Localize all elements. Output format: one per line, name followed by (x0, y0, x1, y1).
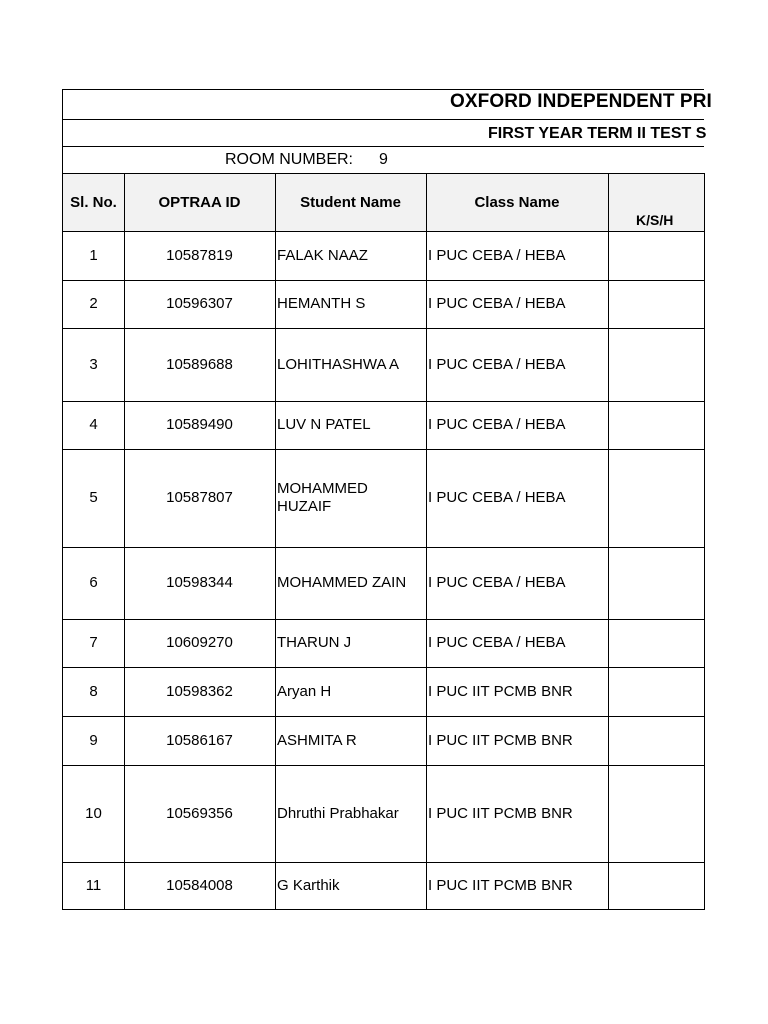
cell-student-name: LUV N PATEL (277, 416, 371, 433)
cell-class-name: I PUC CEBA / HEBA (428, 634, 566, 651)
cell-optraa-id: 10598362 (166, 682, 233, 700)
cell-class-name: I PUC IIT PCMB BNR (428, 876, 573, 894)
grid-line-horizontal (62, 89, 704, 90)
column-header-optraa-id: OPTRAA ID (158, 193, 241, 211)
cell-optraa-id: 10587807 (166, 489, 233, 506)
grid-line-horizontal (62, 119, 704, 120)
cell-ksh (608, 231, 704, 280)
cell-ksh (608, 280, 704, 328)
grid-line-vertical (426, 173, 427, 910)
column-header-student-name: Student Name (300, 193, 401, 211)
cell-ksh (608, 619, 704, 667)
cell-slno: 5 (89, 489, 98, 506)
cell-slno: 10 (85, 804, 102, 822)
cell-ksh (608, 449, 704, 547)
cell-slno: 8 (89, 682, 98, 700)
cell-student-name: MOHAMMED ZAIN (277, 574, 407, 591)
cell-slno: 9 (89, 731, 98, 749)
cell-slno: 7 (89, 634, 98, 651)
cell-slno: 1 (89, 246, 98, 264)
cell-ksh (608, 716, 704, 765)
grid-line-vertical (62, 89, 63, 910)
room-number-label: ROOM NUMBER: (225, 151, 353, 168)
cell-slno: 4 (89, 416, 98, 433)
cell-student-name: G Karthik (277, 876, 340, 894)
cell-optraa-id: 10587819 (166, 246, 233, 264)
cell-slno: 3 (89, 355, 98, 373)
cell-class-name: I PUC CEBA / HEBA (428, 574, 566, 591)
cell-student-name: THARUN J (277, 634, 352, 651)
cell-slno: 2 (89, 295, 98, 312)
cell-optraa-id: 10569356 (166, 804, 233, 822)
grid-line-vertical (704, 173, 705, 910)
cell-class-name: I PUC IIT PCMB BNR (428, 682, 573, 700)
cell-slno: 11 (85, 876, 102, 894)
cell-class-name: I PUC CEBA / HEBA (428, 416, 566, 433)
cell-ksh (608, 328, 704, 401)
cell-class-name: I PUC CEBA / HEBA (428, 355, 566, 373)
cell-optraa-id: 10584008 (166, 876, 233, 894)
cell-optraa-id: 10609270 (166, 634, 233, 651)
cell-student-name: FALAK NAAZ (277, 246, 368, 264)
cell-optraa-id: 10596307 (166, 295, 233, 312)
column-header-ksh: K/S/H (636, 212, 674, 228)
cell-student-name: ASHMITA R (277, 731, 357, 749)
grid-line-vertical (275, 173, 276, 910)
cell-student-name: LOHITHASHWA A (277, 355, 399, 373)
cell-optraa-id: 10589490 (166, 416, 233, 433)
cell-ksh (608, 547, 704, 619)
cell-optraa-id: 10598344 (166, 574, 233, 591)
cell-ksh (608, 401, 704, 449)
cell-ksh (608, 862, 704, 909)
school-title: OXFORD INDEPENDENT PRI (450, 91, 712, 112)
cell-class-name: I PUC CEBA / HEBA (428, 489, 566, 506)
cell-student-name: Aryan H (277, 682, 332, 700)
cell-student-name: Dhruthi Prabhakar (277, 804, 399, 822)
cell-optraa-id: 10589688 (166, 355, 233, 373)
grid-line-vertical (608, 173, 609, 910)
cell-class-name: I PUC CEBA / HEBA (428, 246, 566, 264)
cell-optraa-id: 10586167 (166, 731, 233, 749)
cell-class-name: I PUC IIT PCMB BNR (428, 804, 573, 822)
cell-student-name: HEMANTH S (277, 295, 366, 312)
grid-line-vertical (124, 173, 125, 910)
test-subtitle: FIRST YEAR TERM II TEST S (488, 125, 707, 142)
room-number-value: 9 (379, 151, 388, 168)
cell-class-name: I PUC IIT PCMB BNR (428, 731, 573, 749)
cell-student-name: MOHAMMED HUZAIF (277, 480, 368, 515)
grid-line-horizontal (62, 146, 704, 147)
column-header-class-name: Class Name (474, 193, 560, 211)
cell-ksh (608, 765, 704, 862)
column-header-slno: Sl. No. (70, 193, 117, 211)
cell-class-name: I PUC CEBA / HEBA (428, 295, 566, 312)
cell-ksh (608, 667, 704, 716)
cell-slno: 6 (89, 574, 98, 591)
